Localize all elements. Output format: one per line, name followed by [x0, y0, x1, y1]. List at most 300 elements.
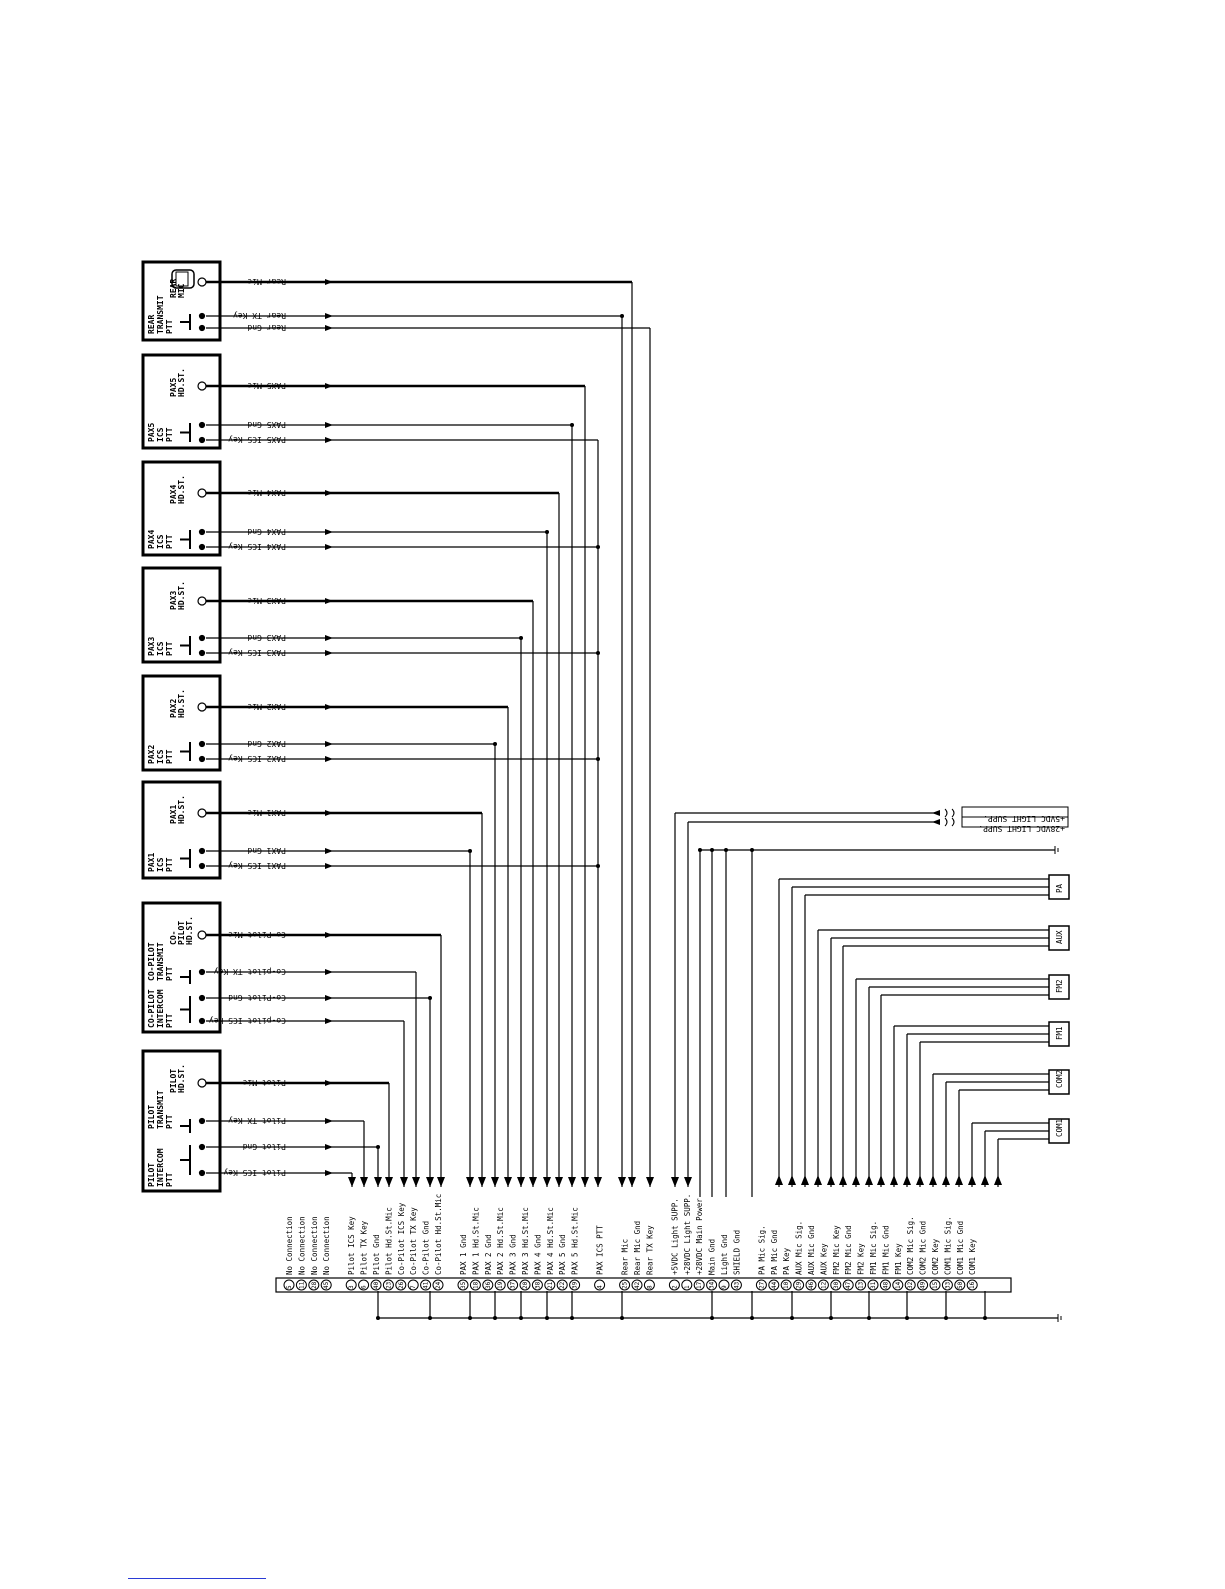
device-label: REAR [169, 278, 178, 298]
arrow-right-icon [325, 848, 333, 854]
junction-dot [493, 1316, 497, 1320]
terminal-dot [198, 382, 206, 390]
junction-dot [376, 1145, 380, 1149]
device-label: MIC [177, 283, 186, 298]
arrow-up-icon [877, 1175, 885, 1185]
arrow-down-icon [628, 1177, 636, 1187]
junction-dot [519, 1316, 523, 1320]
pin-number: 15 [932, 1281, 939, 1289]
pin-number: 8 [646, 1285, 654, 1289]
pin-number: 28 [310, 1281, 318, 1289]
break-symbol [945, 818, 954, 826]
arrow-right-icon [325, 650, 333, 656]
pin-number: 35 [460, 1281, 467, 1289]
pin-number: 21 [546, 1281, 554, 1289]
arrow-right-icon [325, 1118, 333, 1124]
pin-label: COM2 Key [931, 1238, 940, 1275]
pin-label: FM1 Key [893, 1243, 903, 1275]
radio-label: COM1 [1055, 1118, 1064, 1137]
terminal-dot [200, 1145, 205, 1150]
terminal-dot [200, 636, 205, 641]
arrow-down-icon [543, 1177, 551, 1187]
ptt2-label: INTERCOM [156, 1148, 165, 1187]
ptt-label: PTT [165, 966, 174, 981]
device-label: CO- [169, 930, 178, 945]
arrow-right-icon [325, 704, 333, 710]
pin-label: Co-Pilot ICS Key [396, 1202, 406, 1275]
radio-label: AUX [1055, 930, 1064, 944]
pin-number: 42 [634, 1281, 641, 1289]
arrow-down-icon [360, 1177, 368, 1187]
junction-dot [710, 1316, 714, 1320]
pin-number: 45 [323, 1281, 331, 1289]
terminal-dot [200, 864, 205, 869]
terminal-dot [200, 757, 205, 762]
arrow-down-icon [555, 1177, 563, 1187]
junction-dot [698, 848, 702, 852]
ptt-label: TRANSMIT [156, 1090, 165, 1129]
arrow-down-icon [437, 1177, 445, 1187]
junction-dot [570, 1316, 574, 1320]
pin-number: 6 [360, 1285, 368, 1289]
pin-number: 9 [721, 1285, 728, 1289]
arrow-up-icon [968, 1175, 976, 1185]
ptt-label: PTT [165, 749, 174, 764]
junction-dot [570, 423, 574, 427]
pin-label: FM1 Mic Gnd [881, 1225, 891, 1275]
device-label: PAX1 [169, 804, 178, 824]
ptt-label: CO-PILOT [147, 942, 156, 981]
arrow-left-icon [932, 810, 940, 816]
pin-label: COM1 Mic Gnd [955, 1220, 965, 1275]
junction-dot [468, 849, 472, 853]
pin-label: PAX 2 Gnd [483, 1234, 493, 1275]
terminal-dot [198, 809, 206, 817]
ptt2-label: INTERCOM [156, 989, 165, 1028]
arrow-down-icon [426, 1177, 434, 1187]
pin-number: 2 [671, 1285, 679, 1289]
pin-label: PAX 5 Hd.St.Mic [570, 1207, 580, 1275]
wire-label: Pilot Mic [242, 1078, 286, 1087]
junction-dot [944, 1316, 948, 1320]
pin-number: 39 [571, 1281, 579, 1289]
pin-number: 46 [808, 1281, 815, 1289]
wire-label: Pilot ICS Key [223, 1168, 286, 1177]
light-28v-label: +28VDC LIGHT SUPP. [978, 824, 1065, 833]
device-label: PAX3 [169, 590, 178, 610]
wire-label: Rear TX Key [233, 311, 286, 320]
pin-number: 36 [484, 1281, 492, 1289]
pin-label: +5VDC Light SUPP. [670, 1198, 680, 1275]
arrow-right-icon [325, 529, 333, 535]
junction-dot [596, 545, 600, 549]
wire-label: Co-Pilot Mic [228, 930, 286, 939]
pin-label: Co-Pilot TX Key [409, 1207, 419, 1275]
ptt2-label: CO-PILOT [147, 989, 156, 1028]
junction-dot [493, 742, 497, 746]
device-label: HD.ST. [177, 581, 186, 610]
pin-label: FM2 Key [856, 1243, 866, 1275]
pin-label: +28VDC Light SUPP. [682, 1193, 692, 1275]
pin-label: PAX 3 Gnd [508, 1234, 518, 1275]
ptt-label: PAX5 [147, 422, 156, 442]
terminal-dot [198, 703, 206, 711]
wire-label: PAX3 ICS Key [228, 648, 286, 657]
wire-label: PAX5 Mic [247, 381, 286, 390]
junction-dot [596, 651, 600, 655]
terminal-dot [200, 742, 205, 747]
pin-number: 33 [944, 1281, 952, 1289]
pin-number: 43 [733, 1281, 741, 1289]
wire-label: Rear Mic [247, 277, 286, 286]
pin-number: 31 [870, 1281, 877, 1289]
wire-label: Pilot TX Key [228, 1116, 286, 1125]
arrow-down-icon [348, 1177, 356, 1187]
pin-number: 25 [621, 1281, 629, 1289]
radio-label: FM1 [1055, 1026, 1064, 1040]
wire-label: PAX4 Gnd [247, 527, 286, 536]
pin-label: FM2 Mic Gnd [844, 1225, 854, 1275]
ptt-label: ICS [156, 641, 165, 656]
wire-label: PAX2 Mic [247, 702, 286, 711]
pin-label: PA Key [782, 1247, 792, 1275]
pin-label: COM2 Mic Gnd [918, 1220, 928, 1275]
ptt-label: PILOT [147, 1104, 156, 1129]
arrow-right-icon [325, 437, 333, 443]
junction-dot [790, 1316, 794, 1320]
pin-number: 22 [559, 1281, 567, 1289]
pin-number: 11 [298, 1281, 306, 1289]
arrow-up-icon [916, 1175, 924, 1185]
pin-number: 17 [696, 1281, 704, 1289]
pin-number: 30 [832, 1281, 840, 1289]
pin-label: PAX 1 Gnd [459, 1234, 468, 1275]
device-label: HD.ST. [177, 368, 186, 397]
wire-label: PAX2 ICS Key [228, 754, 286, 763]
pin-number: 47 [845, 1281, 853, 1289]
wire-label: Co-Pilot Gnd [228, 993, 286, 1002]
device-label: HD.ST. [177, 1064, 186, 1093]
arrow-up-icon [955, 1175, 963, 1185]
arrow-up-icon [827, 1175, 835, 1185]
arrow-left-icon [932, 819, 940, 825]
pin-number: 44 [770, 1281, 778, 1289]
pin-number: 38 [534, 1281, 542, 1289]
pin-label: Main Gnd [707, 1238, 717, 1275]
pin-number: 14 [894, 1281, 902, 1289]
ptt2-label: PILOT [147, 1162, 156, 1187]
arrow-down-icon [581, 1177, 589, 1187]
arrow-right-icon [325, 325, 333, 331]
pin-number: 37 [509, 1281, 517, 1289]
terminal-dot [200, 849, 205, 854]
arrow-down-icon [400, 1177, 408, 1187]
arrow-down-icon [568, 1177, 576, 1187]
pin-label: SHIELD Gnd [732, 1229, 742, 1275]
pin-number: 48 [882, 1281, 890, 1289]
arrow-up-icon [929, 1175, 937, 1185]
pin-number: 13 [857, 1281, 865, 1289]
arrow-up-icon [814, 1175, 822, 1185]
pin-label: No Connection [285, 1216, 294, 1275]
terminal-dot [200, 545, 205, 550]
pin-label: COM2 Mic Sig. [906, 1216, 916, 1275]
ptt-label: PTT [165, 1114, 174, 1129]
ptt-label: TRANSMIT [156, 295, 165, 334]
arrow-down-icon [385, 1177, 393, 1187]
junction-dot [724, 848, 728, 852]
arrow-right-icon [325, 741, 333, 747]
arrow-right-icon [325, 422, 333, 428]
junction-dot [596, 864, 600, 868]
pin-label: PAX ICS PTT [595, 1225, 605, 1275]
terminal-dot [200, 1119, 205, 1124]
pin-label: Co-Pilot Gnd [421, 1220, 431, 1275]
arrow-right-icon [325, 863, 333, 869]
pin-number: 41 [422, 1281, 430, 1289]
pin-number: 7 [410, 1285, 418, 1289]
pin-number: 29 [795, 1281, 803, 1289]
device-label: HD.ST. [185, 916, 194, 945]
pin-number: 40 [373, 1281, 380, 1289]
arrow-right-icon [325, 635, 333, 641]
device-label: HD.ST. [177, 795, 186, 824]
junction-dot [376, 1316, 380, 1320]
pin-label: Pilot Gnd [372, 1234, 381, 1275]
ptt-label: PTT [165, 319, 174, 334]
junction-dot [545, 530, 549, 534]
pin-number: 50 [956, 1281, 964, 1289]
pin-number: 1 [683, 1285, 691, 1289]
ptt-label: ICS [156, 534, 165, 549]
pin-number: 4 [596, 1285, 604, 1289]
pin-label: Pilot Hd.St.Mic [384, 1207, 394, 1275]
radio-label: FM2 [1055, 979, 1064, 993]
arrow-right-icon [325, 756, 333, 762]
pin-label: Co-Pilot Hd.St.Mic [434, 1193, 443, 1275]
junction-dot [620, 1316, 624, 1320]
arrow-right-icon [325, 279, 333, 285]
arrow-down-icon [478, 1177, 486, 1187]
junction-dot [905, 1316, 909, 1320]
arrow-down-icon [491, 1177, 499, 1187]
pin-number: 3 [348, 1285, 356, 1289]
junction-dot [428, 1316, 432, 1320]
arrow-down-icon [412, 1177, 420, 1187]
junction-dot [428, 996, 432, 1000]
pin-number: 49 [919, 1281, 927, 1289]
device-label: HD.ST. [177, 475, 186, 504]
pin-number: 26 [397, 1281, 405, 1289]
arrow-down-icon [466, 1177, 474, 1187]
pin-number: 12 [820, 1281, 828, 1289]
arrow-down-icon [594, 1177, 602, 1187]
ptt-label: PAX1 [147, 852, 156, 872]
junction-dot [468, 1316, 472, 1320]
wire-label: PAX2 Gnd [247, 739, 286, 748]
pin-label: COM1 Mic Sig. [943, 1216, 953, 1275]
device-label: PAX2 [169, 698, 178, 718]
pin-label: PAX 3 Hd.St.Mic [521, 1207, 530, 1275]
pin-number: 10 [783, 1281, 791, 1289]
arrow-right-icon [325, 598, 333, 604]
junction-dot [519, 636, 523, 640]
junction-dot [867, 1316, 871, 1320]
pin-number: 20 [522, 1281, 529, 1289]
junction-dot [750, 848, 754, 852]
junction-dot [545, 1316, 549, 1320]
arrow-up-icon [839, 1175, 847, 1185]
wire-label: PAX1 Gnd [247, 846, 286, 855]
device-label: PAX4 [169, 484, 178, 504]
terminal-dot [200, 326, 205, 331]
device-label: PAX5 [169, 377, 178, 397]
ptt-label: PAX2 [147, 744, 156, 764]
arrow-up-icon [852, 1175, 860, 1185]
junction-dot [983, 1316, 987, 1320]
pin-label: No Connection [322, 1216, 332, 1275]
pin-label: +28VDC Main Power [695, 1198, 705, 1275]
terminal-dot [200, 651, 205, 656]
pin-label: Rear Mic Gnd [633, 1220, 642, 1275]
wire-label: Co-pilot ICS Key [208, 1016, 286, 1025]
terminal-dot [200, 996, 205, 1001]
ptt2-label: PTT [165, 1013, 174, 1028]
arrow-right-icon [325, 383, 333, 389]
arrow-down-icon [646, 1177, 654, 1187]
pin-label: PAX 2 Hd.St.Mic [496, 1207, 506, 1275]
junction-dot [750, 1316, 754, 1320]
wire-label: PAX4 ICS Key [228, 542, 286, 551]
ptt-label: TRANSMIT [156, 942, 165, 981]
pin-label: Pilot TX Key [359, 1220, 369, 1275]
pin-number: 16 [969, 1281, 977, 1289]
pin-label: AUX Mic Gnd [807, 1225, 816, 1275]
pin-label: Rear Mic [620, 1238, 630, 1275]
break-symbol [945, 809, 954, 817]
arrow-up-icon [903, 1175, 911, 1185]
pin-label: PA Mic Gnd [769, 1229, 779, 1275]
pin-label: PAX 5 Gnd [558, 1234, 568, 1275]
arrow-right-icon [325, 1144, 333, 1150]
arrow-down-icon [671, 1177, 679, 1187]
arrow-up-icon [994, 1175, 1002, 1185]
arrow-right-icon [325, 810, 333, 816]
ptt-label: ICS [156, 749, 165, 764]
arrow-up-icon [890, 1175, 898, 1185]
wire-label: PAX3 Gnd [247, 633, 286, 642]
pin-number: 18 [472, 1281, 480, 1289]
footer-link-underline [128, 1578, 266, 1579]
pin-number: 32 [907, 1281, 915, 1289]
arrow-up-icon [775, 1175, 783, 1185]
wire-label: Pilot Gnd [242, 1142, 286, 1151]
pin-number: 24 [435, 1281, 442, 1289]
terminal-dot [200, 423, 205, 428]
pin-label: Pilot ICS Key [347, 1216, 357, 1275]
ground-icon [1058, 1314, 1061, 1322]
wire-label: PAX3 Mic [247, 596, 286, 605]
arrow-down-icon [684, 1177, 692, 1187]
pin-label: FM2 Mic Key [831, 1225, 841, 1275]
arrow-up-icon [942, 1175, 950, 1185]
ptt-label: PTT [165, 641, 174, 656]
arrow-right-icon [325, 932, 333, 938]
pin-label: PA Mic Sig. [757, 1225, 767, 1275]
arrow-right-icon [325, 969, 333, 975]
terminal-dot [200, 314, 205, 319]
ptt2-label: PTT [165, 1172, 174, 1187]
arrow-down-icon [374, 1177, 382, 1187]
light-5v-label: +5VDC LIGHT SUPP. [983, 814, 1065, 823]
pin-label: PAX 4 Gnd [533, 1234, 543, 1275]
device-label: PILOT [177, 920, 186, 945]
junction-dot [829, 1316, 833, 1320]
ptt-label: PTT [165, 534, 174, 549]
arrow-down-icon [517, 1177, 525, 1187]
arrow-down-icon [529, 1177, 537, 1187]
pin-label: No Connection [309, 1216, 319, 1275]
terminal-dot [200, 1019, 205, 1024]
arrow-up-icon [865, 1175, 873, 1185]
pin-number: 27 [758, 1281, 766, 1289]
pin-number: 34 [708, 1281, 716, 1289]
pin-label: Rear TX Key [645, 1225, 655, 1275]
pin-label: No Connection [297, 1216, 307, 1275]
arrow-right-icon [325, 1018, 333, 1024]
terminal-dot [198, 931, 206, 939]
ptt-label: PTT [165, 427, 174, 442]
arrow-down-icon [618, 1177, 626, 1187]
pin-number: 19 [497, 1281, 505, 1289]
radio-label: PA [1055, 883, 1064, 893]
arrow-right-icon [325, 490, 333, 496]
terminal-dot [200, 530, 205, 535]
ptt-label: PTT [165, 857, 174, 872]
terminal-dot [198, 489, 206, 497]
pin-number: 5 [286, 1285, 293, 1289]
terminal-dot [198, 597, 206, 605]
arrow-right-icon [325, 313, 333, 319]
pin-number: 23 [385, 1281, 393, 1289]
arrow-up-icon [981, 1175, 989, 1185]
wire-label: PAX1 Mic [247, 808, 286, 817]
pin-label: COM1 Key [968, 1238, 978, 1275]
wire-label: PAX5 Gnd [247, 420, 286, 429]
radio-label: COM2 [1055, 1069, 1064, 1088]
terminal-dot [198, 1079, 206, 1087]
ptt-label: PAX4 [147, 529, 156, 549]
arrow-up-icon [801, 1175, 809, 1185]
terminal-dot [198, 278, 206, 286]
pin-label: PAX 4 Hd.St.Mic [545, 1207, 555, 1275]
ptt-label: REAR [147, 314, 156, 334]
pin-label: AUX Mic Sig. [794, 1220, 804, 1275]
arrow-right-icon [325, 1170, 333, 1176]
device-label: HD.ST. [177, 689, 186, 718]
ptt-label: PAX3 [147, 636, 156, 656]
arrow-right-icon [325, 995, 333, 1001]
junction-dot [710, 848, 714, 852]
pin-label: AUX Key [819, 1243, 829, 1275]
ptt-label: ICS [156, 857, 165, 872]
arrow-right-icon [325, 1080, 333, 1086]
wire-label: PAX4 Mic [247, 488, 286, 497]
pin-label: FM1 Mic Sig. [869, 1220, 878, 1275]
terminal-dot [200, 1171, 205, 1176]
arrow-right-icon [325, 544, 333, 550]
arrow-up-icon [788, 1175, 796, 1185]
